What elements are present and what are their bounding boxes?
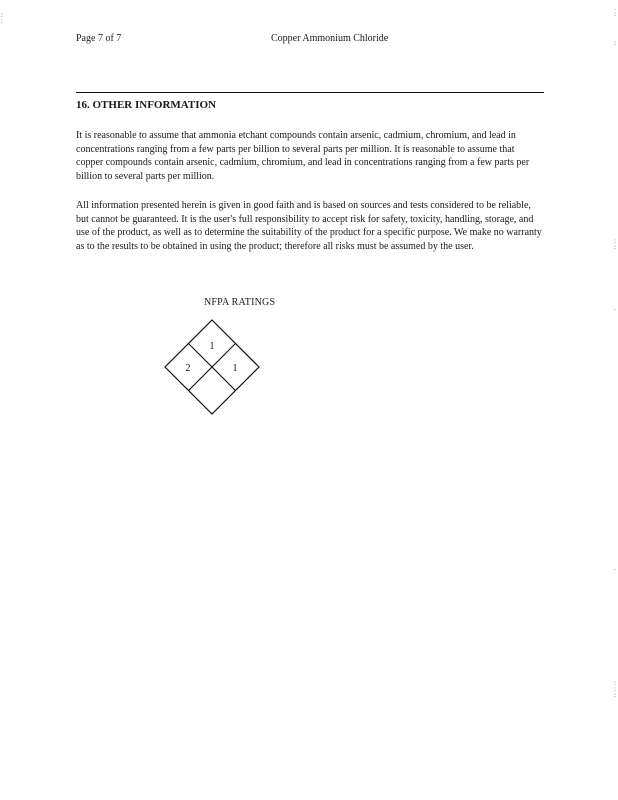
nfpa-ratings-title: NFPA RATINGS bbox=[204, 297, 276, 308]
nfpa-diamond bbox=[164, 318, 264, 416]
scan-edge-marks-6: : : : bbox=[614, 679, 616, 699]
paragraph-disclaimer: All information presented herein is given in good faith and is based on sources and tests considered to be reliable, but cannot be guaranteed. It is the user's full responsibility to accept risk for safety, toxicity, handling, storage, and use of the product, as well as to determine the suitability of the product for a specific purpose. We make no warranty as to the results to be obtained in using the product; therefore all risks must be assumed by the user. bbox=[76, 200, 542, 252]
nfpa-reactivity-value: 1 bbox=[232, 363, 238, 374]
scan-edge-marks-1: . : bbox=[614, 4, 616, 18]
paragraph-contaminants: It is reasonable to assume that ammonia etchant compounds contain arsenic, cadmium, chromium, and lead in concentrations ranging from a few parts per billion to several parts per million. It is reasonable to assume that copper compounds contain arsenic, cadmium, chromium, and lead in concentrations ranging from a few parts per billion to several parts per million. bbox=[76, 130, 530, 182]
nfpa-health-value: 2 bbox=[185, 363, 191, 374]
page-header bbox=[76, 33, 546, 47]
nfpa-flammability-value: 1 bbox=[209, 341, 215, 352]
page-number: Page 7 of 7 bbox=[76, 33, 122, 44]
scan-edge-marks-3: : : bbox=[614, 237, 616, 251]
scan-edge-marks-4: . bbox=[614, 304, 616, 312]
document-title: Copper Ammonium Chloride bbox=[271, 33, 389, 44]
section-title: 16. OTHER INFORMATION bbox=[76, 99, 217, 111]
scan-edge-marks-5: . bbox=[614, 564, 616, 572]
scan-edge-marks-left: : : bbox=[1, 11, 3, 25]
scan-edge-marks-2: : bbox=[614, 39, 616, 47]
section-divider bbox=[76, 92, 544, 93]
